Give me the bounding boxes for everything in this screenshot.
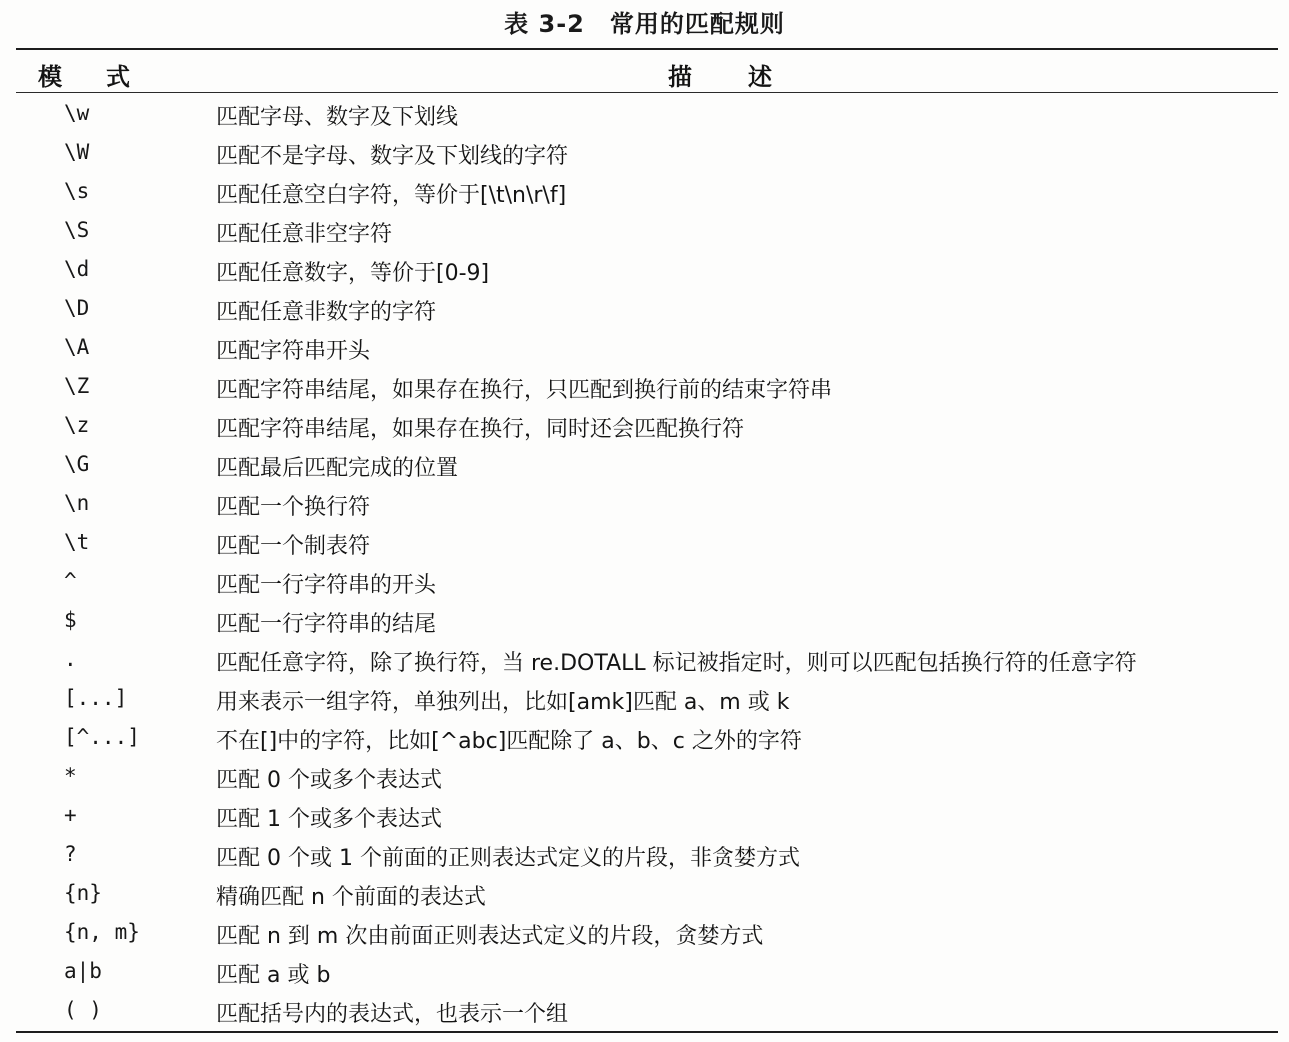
row-pattern: ^ — [64, 569, 77, 593]
table-row — [0, 487, 1289, 526]
table-row — [0, 253, 1289, 292]
row-description: 匹配任意字符，除了换行符，当 re.DOTALL 标记被指定时，则可以匹配包括换行符的任意字符 — [216, 651, 1137, 676]
row-pattern: \A — [64, 335, 90, 359]
row-description: 不在[]中的字符，比如[^abc]匹配除了 a、b、c 之外的字符 — [216, 729, 802, 754]
row-pattern: \w — [64, 101, 90, 125]
table-row — [0, 565, 1289, 604]
row-description: 匹配字符串开头 — [216, 339, 371, 364]
row-pattern: \D — [64, 296, 90, 320]
row-description: 匹配括号内的表达式，也表示一个组 — [216, 1002, 569, 1027]
row-description: 匹配一个换行符 — [216, 495, 371, 520]
row-pattern: $ — [64, 608, 77, 632]
table-row — [0, 916, 1289, 955]
row-pattern: \G — [64, 452, 90, 476]
row-description: 匹配 0 个或多个表达式 — [216, 768, 442, 793]
row-pattern: * — [64, 764, 77, 788]
table-row — [0, 370, 1289, 409]
row-description: 匹配任意非空字符 — [216, 222, 393, 247]
table-row — [0, 448, 1289, 487]
table-row — [0, 409, 1289, 448]
table-row — [0, 838, 1289, 877]
row-pattern: [^...] — [64, 725, 140, 749]
table-row — [0, 760, 1289, 799]
row-description: 匹配一行字符串的结尾 — [216, 612, 437, 637]
row-pattern: {n, m} — [64, 920, 140, 944]
row-description: 匹配 n 到 m 次由前面正则表达式定义的片段，贪婪方式 — [216, 924, 764, 949]
row-description: 匹配一行字符串的开头 — [216, 573, 437, 598]
row-pattern: \s — [64, 179, 90, 203]
row-pattern: . — [64, 647, 77, 671]
row-description: 匹配任意非数字的字符 — [216, 300, 437, 325]
row-description: 匹配任意数字，等价于[0-9] — [216, 261, 490, 286]
row-pattern: {n} — [64, 881, 102, 905]
table-row — [0, 682, 1289, 721]
row-pattern: \z — [64, 413, 90, 437]
table-header-rule — [16, 92, 1278, 93]
row-pattern: [...] — [64, 686, 128, 710]
table-row — [0, 994, 1289, 1033]
row-pattern: a|b — [64, 959, 102, 983]
row-description: 匹配任意空白字符，等价于[\t\n\r\f] — [216, 183, 567, 208]
table-top-rule — [16, 48, 1278, 50]
header-pattern: 模式 — [38, 63, 174, 91]
row-description: 精确匹配 n 个前面的表达式 — [216, 885, 486, 910]
row-description: 匹配最后匹配完成的位置 — [216, 456, 459, 481]
row-pattern: ? — [64, 842, 77, 866]
table-row — [0, 643, 1289, 682]
row-pattern: \Z — [64, 374, 90, 398]
table-header-row — [0, 55, 1289, 91]
row-description: 匹配字母、数字及下划线 — [216, 105, 459, 130]
row-description: 匹配 a 或 b — [216, 963, 331, 988]
row-description: 匹配字符串结尾，如果存在换行，同时还会匹配换行符 — [216, 417, 745, 442]
table-row — [0, 604, 1289, 643]
table-row — [0, 955, 1289, 994]
table-caption: 表 3-2 常用的匹配规则 — [504, 10, 785, 38]
row-description: 匹配字符串结尾，如果存在换行，只匹配到换行前的结束字符串 — [216, 378, 833, 403]
row-pattern: + — [64, 803, 77, 827]
row-pattern: \W — [64, 140, 90, 164]
table-row — [0, 97, 1289, 136]
table-row — [0, 214, 1289, 253]
row-pattern: \S — [64, 218, 90, 242]
row-description: 匹配一个制表符 — [216, 534, 371, 559]
row-pattern: ( ) — [64, 998, 102, 1022]
row-pattern: \n — [64, 491, 90, 515]
table-row — [0, 526, 1289, 565]
table-row — [0, 175, 1289, 214]
table-row — [0, 799, 1289, 838]
row-description: 匹配 1 个或多个表达式 — [216, 807, 442, 832]
row-pattern: \d — [64, 257, 90, 281]
row-description: 匹配不是字母、数字及下划线的字符 — [216, 144, 569, 169]
table-row — [0, 331, 1289, 370]
table-bottom-rule — [16, 1031, 1278, 1033]
table-row — [0, 721, 1289, 760]
table-row — [0, 292, 1289, 331]
table-row — [0, 136, 1289, 175]
row-pattern: \t — [64, 530, 90, 554]
row-description: 匹配 0 个或 1 个前面的正则表达式定义的片段，非贪婪方式 — [216, 846, 800, 871]
table-row — [0, 877, 1289, 916]
row-description: 用来表示一组字符，单独列出，比如[amk]匹配 a、m 或 k — [216, 690, 790, 715]
table-body — [0, 97, 1289, 1033]
header-description: 描述 — [668, 63, 828, 91]
